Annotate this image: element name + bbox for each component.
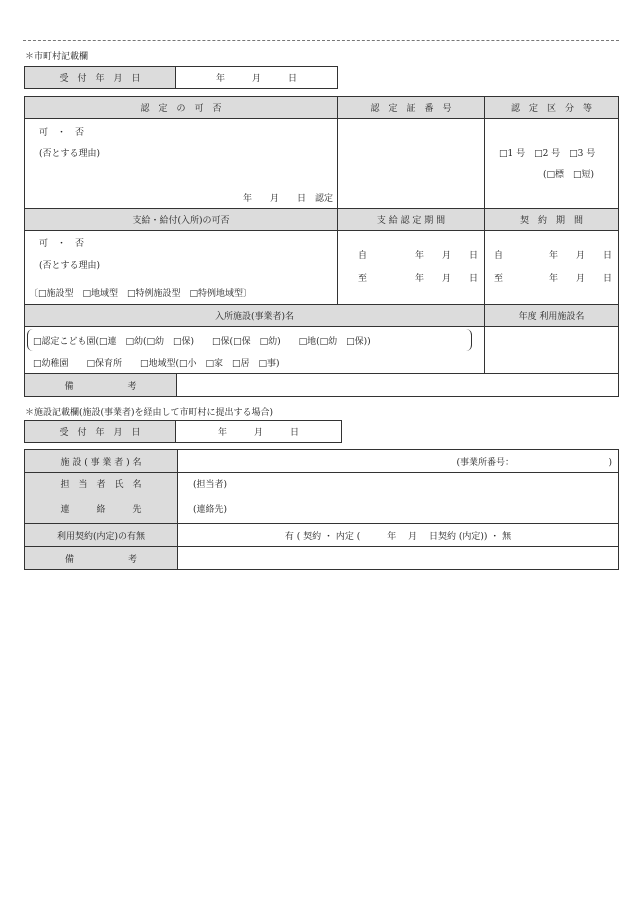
contact-labels-cell xyxy=(25,473,178,524)
period-to-label: 至 xyxy=(358,274,368,284)
category-options: □1 号 □2 号 □3 号 xyxy=(499,149,596,159)
approval-header: 認 定 の 可 否 xyxy=(25,97,338,119)
contract-period-cell[interactable] xyxy=(485,231,619,305)
contract-status-label: 利用契約(内定)の有無 xyxy=(25,524,178,547)
contract-period-header: 契 約 期 間 xyxy=(485,209,619,231)
approval-cell[interactable] xyxy=(25,119,338,209)
contract-from-date: 年 月 日 xyxy=(548,251,612,261)
facility-options-line2: □幼稚園 □保育所 □地域型(□小 □家 □居 □事) xyxy=(33,359,280,369)
approval-choice: 可 ・ 否 xyxy=(39,128,85,138)
approval-date: 年 月 日 認定 xyxy=(242,194,333,204)
contact-name-label: 担 当 者 氏 名 xyxy=(60,480,142,490)
facility-receipt-field[interactable]: 年 月 日 xyxy=(176,421,342,443)
contact-values-cell[interactable] xyxy=(178,473,619,524)
cert-number-header: 認 定 証 番 号 xyxy=(338,97,485,119)
payment-reason-label: (否とする理由) xyxy=(39,261,101,271)
facility-info-table xyxy=(24,449,619,570)
period-to-date: 年 月 日 xyxy=(414,274,478,284)
contact-name-field: (担当者) xyxy=(193,480,228,490)
facility-options-line1: □認定こども園(□連 □幼(□幼 □保) □保(□保 □幼) □地(□幼 □保)) xyxy=(33,337,371,347)
facility-receipt-table xyxy=(24,420,342,443)
remarks-row xyxy=(25,374,619,397)
facility-type-options: 〔□施設型 □地域型 □特例施設型 □特例地域型〕 xyxy=(29,289,253,299)
category-header: 認 定 区 分 等 xyxy=(485,97,619,119)
facility-name-label: 施 設 ( 事 業 者 ) 名 xyxy=(25,450,178,473)
contract-from-label: 自 xyxy=(494,251,504,261)
period-cell[interactable] xyxy=(338,231,485,305)
approval-reason-label: (否とする理由) xyxy=(39,149,101,159)
facility-remarks-label: 備 考 xyxy=(25,547,178,570)
municipal-receipt-table xyxy=(24,66,338,89)
category-sub-options: (□標 □短) xyxy=(543,170,595,180)
office-number-field[interactable]: (事業所番号： ) xyxy=(178,450,619,473)
payment-cell[interactable] xyxy=(25,231,338,305)
remarks-label: 備 考 xyxy=(25,374,177,396)
contract-to-label: 至 xyxy=(494,274,504,284)
receipt-date-label: 受 付 年 月 日 xyxy=(25,67,176,89)
payment-choice: 可 ・ 否 xyxy=(39,239,85,249)
facility-remarks-field[interactable] xyxy=(178,547,619,570)
contact-info-field: (連絡先) xyxy=(193,505,228,515)
contact-info-label: 連 絡 先 xyxy=(60,505,142,515)
facility-name-cell[interactable] xyxy=(25,327,485,374)
remarks-field[interactable] xyxy=(177,374,618,396)
payment-header: 支給・給付(入所)の可否 xyxy=(25,209,338,231)
municipal-section-title: ＊市町村記載欄 xyxy=(25,52,89,62)
certification-table xyxy=(24,96,619,397)
receipt-date-field[interactable]: 年 月 日 xyxy=(176,67,338,89)
facility-receipt-label: 受 付 年 月 日 xyxy=(25,421,176,443)
facility-name-header: 入所施設(事業者)名 xyxy=(25,305,485,327)
cut-line xyxy=(23,40,619,41)
contract-status-field[interactable]: 有 ( 契約 ・ 内定 ( 年 月 日契約 (内定)) ・ 無 xyxy=(178,524,619,547)
facility-section-title: ＊施設記載欄(施設(事業者)を経由して市町村に提出する場合) xyxy=(25,408,274,418)
period-from-date: 年 月 日 xyxy=(414,251,478,261)
contract-to-date: 年 月 日 xyxy=(548,274,612,284)
period-from-label: 自 xyxy=(358,251,368,261)
year-facility-cell[interactable] xyxy=(485,327,619,374)
cert-number-cell[interactable] xyxy=(338,119,485,209)
year-facility-header: 年度 利用施設名 xyxy=(485,305,619,327)
category-cell[interactable] xyxy=(485,119,619,209)
period-header: 支 給 認 定 期 間 xyxy=(338,209,485,231)
